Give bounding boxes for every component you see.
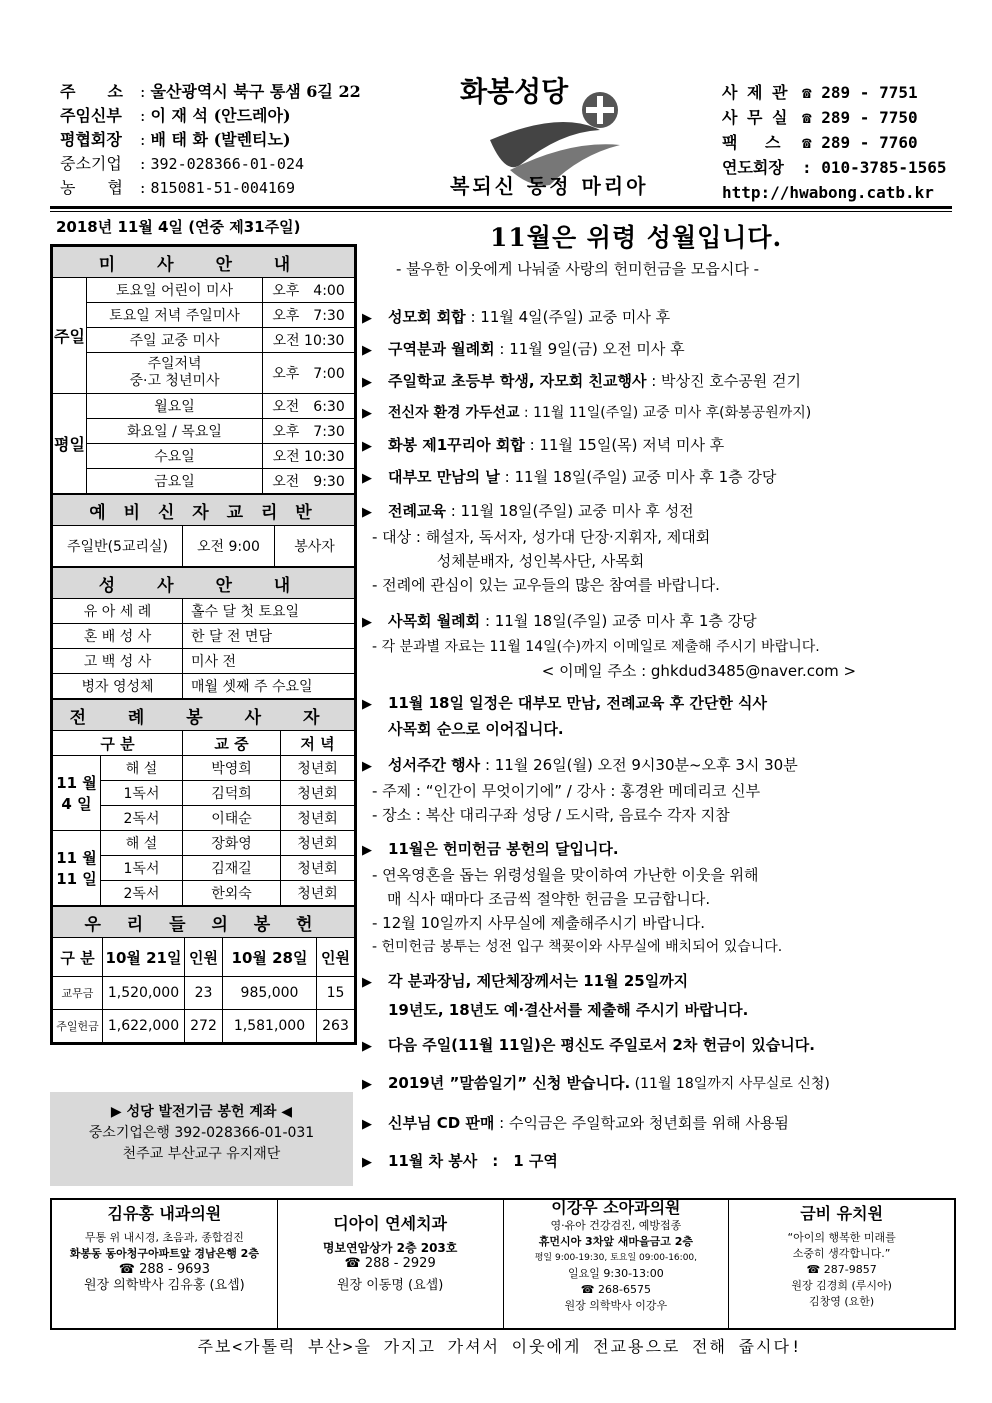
mass-time: 오후 7:00 (263, 353, 355, 394)
mass-time: 오후 4:00 (263, 278, 355, 303)
minister-date: 11 월 11 일 (53, 831, 101, 906)
mass-name: 주일저녁 중·고 청년미사 (87, 353, 263, 394)
minister-role: 해 설 (101, 831, 183, 856)
offering-amount: 985,000 (223, 977, 317, 1010)
left-column (50, 244, 357, 1045)
announcement-item: ▶ 주일학교 초등부 학생, 자모회 친교행사 : 박상진 호수공원 걷기 (362, 369, 962, 395)
fax-phone: ☎ 289 - 7760 (802, 133, 918, 152)
offering-head: 인원 (317, 938, 355, 977)
offering-title: 우 리 들 의 봉 헌 (53, 907, 355, 938)
arrow-icon: ▶ (362, 697, 372, 712)
mass-time: 오전 10:30 (263, 328, 355, 353)
offering-count: 15 (317, 977, 355, 1010)
announcement-item: ▶ 성모회 회합 : 11월 4일(주일) 교중 미사 후 (362, 305, 962, 331)
fund-account: 중소기업은행 392-028366-01-031 (88, 1125, 315, 1141)
offering-amount: 1,622,000 (103, 1010, 185, 1043)
mass-table (52, 246, 355, 494)
offering-type: 주일헌금 (53, 1010, 103, 1043)
announcement-item: ▶ 11월 18일 일정은 대부모 만남, 전례교육 후 간단한 식사 사목회 순으로 이어집니다. (362, 694, 768, 738)
announcement-item: ▶ 사목회 월례회 : 11월 18일(주일) 교중 미사 후 1층 강당 - 각 분과별 자료는 11월 14일(수)까지 이메일로 제출해 주시기 바랍니다. < 이메일 주소 : ghkdud3485@naver.com > (362, 612, 857, 680)
weekday-label: 평일 (53, 394, 87, 494)
announcement-item: ▶ 신부님 CD 판매 : 수익금은 주일학교와 청년회를 위해 사용됨 (362, 1111, 962, 1137)
arrow-icon: ▶ (362, 311, 372, 326)
arrow-icon: ▶ (362, 1077, 372, 1092)
arrow-icon: ▶ (362, 375, 372, 390)
bank1-value: 392-028366-01-024 (150, 155, 305, 173)
catechumen-table (52, 494, 355, 567)
fax-label: 팩 스 (722, 133, 783, 152)
sacrament-table (52, 567, 355, 699)
announcement-item: ▶ 성서주간 행사 : 11월 26일(월) 오전 9시30분~오후 3시 30분 - 주제 : “인간이 무엇이기에” / 강사 : 홍경완 메데리코 신부 - 장소 : 복산 대리구좌 성당 / 도시락, 음료수 각자 지참 (362, 756, 798, 824)
fund-holder: 천주교 부산교구 유지재단 (122, 1146, 281, 1162)
minister-evening: 청년회 (281, 781, 355, 806)
ad-clinic: 김유홍 내과의원 무통 위 내시경, 초음과, 종합검진 화봉동 동아청구아파트앞 경남은행 2층 ☎ 288 - 9693 원장 의학박사 김유홍 (요셉) (52, 1200, 278, 1328)
arrow-icon: ▶ (362, 1039, 372, 1054)
minister-role: 해 설 (101, 756, 183, 781)
council-value: 배 태 화 (발렌티노) (150, 130, 291, 149)
bank1-label: 중소기업 (60, 154, 122, 173)
prayer-leader-phone: : 010-3785-1565 (802, 158, 947, 177)
minister-day: 김덕희 (183, 781, 281, 806)
arrow-icon: ▶ (362, 343, 372, 358)
catechumen-title: 예 비 신 자 교 리 반 (53, 495, 355, 526)
header-contacts (722, 80, 947, 205)
arrow-icon: ▶ (362, 975, 372, 990)
offering-table (52, 906, 355, 1043)
ad-kindergarten: 금비 유치원 “아이의 행복한 미래를 소중히 생각합니다.” ☎ 287-9857 원장 김경희 (루시아) 김창영 (요한) (787, 1204, 896, 1308)
offering-count: 23 (185, 977, 223, 1010)
minister-role: 2독서 (101, 881, 183, 906)
announcement-item: ▶ 11월 차 봉사 : 1 구역 (362, 1149, 962, 1175)
mass-name: 월요일 (87, 394, 263, 419)
minister-head: 구 분 (53, 731, 183, 756)
offering-amount: 1,520,000 (103, 977, 185, 1010)
offering-amount: 1,581,000 (223, 1010, 317, 1043)
footer-ads (50, 1198, 956, 1330)
header-rule-thin (50, 211, 952, 212)
offering-type: 교무금 (53, 977, 103, 1010)
offering-head: 구 분 (53, 938, 103, 977)
bulletin-date: 2018년 11월 4일 (연중 제31주일) (56, 218, 301, 236)
sacrament-name: 고 백 성 사 (53, 649, 183, 674)
sacrament-when: 매월 셋째 주 수요일 (183, 674, 355, 699)
arrow-icon: ▶ (362, 759, 372, 774)
ad-dental: 디아이 연세치과 명보연암상가 2층 203호 ☎ 288 - 2929 원장 이동명 (요셉) (278, 1200, 504, 1328)
mass-title: 미 사 안 내 (53, 247, 355, 278)
minister-day: 박영희 (183, 756, 281, 781)
announcement-item: ▶ 각 분과장님, 제단체장께서는 11월 25일까지 19년도, 18년도 예·결산서를 제출해 주시기 바랍니다. (362, 972, 749, 1019)
minister-role: 1독서 (101, 781, 183, 806)
minister-evening: 청년회 (281, 856, 355, 881)
catechumen-time: 오전 9:00 (183, 526, 275, 567)
arrow-icon: ▶ (362, 1155, 372, 1170)
mass-time: 오전 9:30 (263, 469, 355, 494)
offering-head: 10월 28일 (223, 938, 317, 977)
parish-logo (450, 70, 690, 205)
minister-day: 장화영 (183, 831, 281, 856)
mass-name: 수요일 (87, 444, 263, 469)
rectory-label: 사 제 관 (722, 83, 790, 102)
fund-box (50, 1092, 353, 1186)
office-label: 사 무 실 (722, 108, 790, 127)
sacrament-name: 병자 영성체 (53, 674, 183, 699)
address-value: 울산광역시 북구 통샘 6길 22 (150, 82, 361, 101)
mass-time: 오전 10:30 (263, 444, 355, 469)
header-rule (50, 206, 952, 209)
sacrament-when: 한 달 전 면담 (183, 624, 355, 649)
minister-title: 전 례 봉 사 자 (53, 700, 355, 731)
pastor-value: 이 재 석 (안드레아) (150, 106, 291, 125)
minister-evening: 청년회 (281, 806, 355, 831)
sunday-label: 주일 (53, 278, 87, 394)
announcement-item: ▶ 2019년 ”말씀일기” 신청 받습니다. (11월 18일까지 사무실로 신청) (362, 1071, 962, 1097)
fund-title: ▶ 성당 발전기금 봉헌 계좌 ◀ (110, 1104, 293, 1120)
bank2-label: 농 협 (60, 178, 123, 197)
parish-url[interactable]: http://hwabong.catb.kr (722, 183, 934, 202)
minister-date: 11 월 4 일 (53, 756, 101, 831)
announcement-item: ▶ 구역분과 월례회 : 11월 9일(금) 오전 미사 후 (362, 337, 962, 363)
mass-name: 금요일 (87, 469, 263, 494)
bottom-notice: 주보<가톨릭 부산>을 가지고 가셔서 이웃에게 전교용으로 전해 줍시다! (197, 1337, 803, 1356)
minister-day: 김재길 (183, 856, 281, 881)
offering-count: 263 (317, 1010, 355, 1043)
minister-role: 1독서 (101, 856, 183, 881)
arrow-icon: ▶ (362, 843, 372, 858)
minister-day: 한외숙 (183, 881, 281, 906)
catechumen-staff: 봉사자 (275, 526, 355, 567)
office-phone: ☎ 289 - 7750 (802, 108, 918, 127)
mass-time: 오후 7:30 (263, 303, 355, 328)
council-label: 평협회장 (60, 130, 122, 149)
arrow-icon: ▶ (362, 406, 372, 421)
minister-evening: 청년회 (281, 831, 355, 856)
offering-head: 인원 (185, 938, 223, 977)
sacrament-when: 미사 전 (183, 649, 355, 674)
pastor-label: 주임신부 (60, 106, 122, 125)
arrow-icon: ▶ (362, 439, 372, 454)
mass-time: 오후 7:30 (263, 419, 355, 444)
arrow-icon: ▶ (362, 615, 372, 630)
announcement-item: ▶ 전신자 환경 가두선교 : 11월 11일(주일) 교중 미사 후(화봉공원까지) (362, 401, 962, 426)
announcement-item: ▶ 대부모 만남의 날 : 11월 18일(주일) 교중 미사 후 1층 강당 (362, 465, 962, 491)
minister-head: 교 중 (183, 731, 281, 756)
address-label: 주 소 (60, 82, 123, 101)
mass-name: 토요일 저녁 주일미사 (87, 303, 263, 328)
offering-count: 272 (185, 1010, 223, 1043)
logo-title: 화봉성당 (460, 75, 569, 108)
sacrament-when: 홀수 달 첫 토요일 (183, 599, 355, 624)
sacrament-name: 유 아 세 례 (53, 599, 183, 624)
announcement-item: ▶ 전례교육 : 11월 18일(주일) 교중 미사 후 성전 - 대상 : 해설자, 독서자, 성가대 단장·지휘자, 제대회 성체분배자, 성인복사단, 사목회 - 전례에 관심이 있는 교우들의 많은 참여를 바랍니다. (362, 502, 720, 594)
main-title: 11월은 위령 성월입니다. (490, 223, 783, 252)
bank2-value: 815081-51-004169 (150, 179, 295, 197)
logo-subtitle: 복되신 동정 마리아 (450, 174, 649, 198)
header-info: 주 소 : 울산광역시 북구 통샘 6길 22 주임신부 : 이 재 석 (안드레아) 평협회장 : 배 태 화 (발렌티노) 중소기업 : 392-028366-01-024 농 협 : 815081-51-004169 (60, 80, 361, 200)
catechumen-class: 주일반(5교리실) (53, 526, 183, 567)
arrow-icon: ▶ (362, 505, 372, 520)
prayer-leader-label: 연도회장 (722, 158, 784, 177)
offering-head: 10월 21일 (103, 938, 185, 977)
minister-evening: 청년회 (281, 756, 355, 781)
mass-time: 오전 6:30 (263, 394, 355, 419)
arrow-icon: ▶ (362, 471, 372, 486)
announcement-item: ▶ 다음 주일(11월 11일)은 평신도 주일로서 2차 헌금이 있습니다. (362, 1033, 962, 1059)
rectory-phone: ☎ 289 - 7751 (802, 83, 918, 102)
announcement-item: ▶ 11월은 헌미헌금 봉헌의 달입니다. - 연옥영혼을 돕는 위령성월을 맞이하여 가난한 이웃을 위해 매 식사 때마다 조금씩 절약한 헌금을 모금합니다. - 12월 10일까지 사무실에 제출해주시기 바랍니다. - 헌미헌금 봉투는 성전 입구 책꽂이와 사무실에 배치되어 있습니다. (362, 840, 783, 955)
sacrament-name: 혼 배 성 사 (53, 624, 183, 649)
main-subtitle: - 불우한 이웃에게 나눠줄 사랑의 헌미헌금을 모읍시다 - (396, 260, 759, 278)
minister-role: 2독서 (101, 806, 183, 831)
arrow-icon: ▶ (362, 1117, 372, 1132)
ad-pediatric: 이강우 소아과의원 영·유아 건강검진, 예방접종 휴먼시아 3차앞 새마을금고 2층 평일 9:00-19:30, 토요일 09:00-16:00, 일요일 9:30-13:00 ☎ 268-6575 원장 의학박사 이강우 (504, 1200, 730, 1328)
mass-name: 주일 교중 미사 (87, 328, 263, 353)
mass-name: 토요일 어린이 미사 (87, 278, 263, 303)
announcement-item: ▶ 화봉 제1꾸리아 회합 : 11월 15일(목) 저녁 미사 후 (362, 433, 962, 459)
minister-table (52, 699, 355, 906)
mass-name: 화요일 / 목요일 (87, 419, 263, 444)
minister-day: 이태순 (183, 806, 281, 831)
minister-evening: 청년회 (281, 881, 355, 906)
sacrament-title: 성 사 안 내 (53, 568, 355, 599)
minister-head: 저 녁 (281, 731, 355, 756)
